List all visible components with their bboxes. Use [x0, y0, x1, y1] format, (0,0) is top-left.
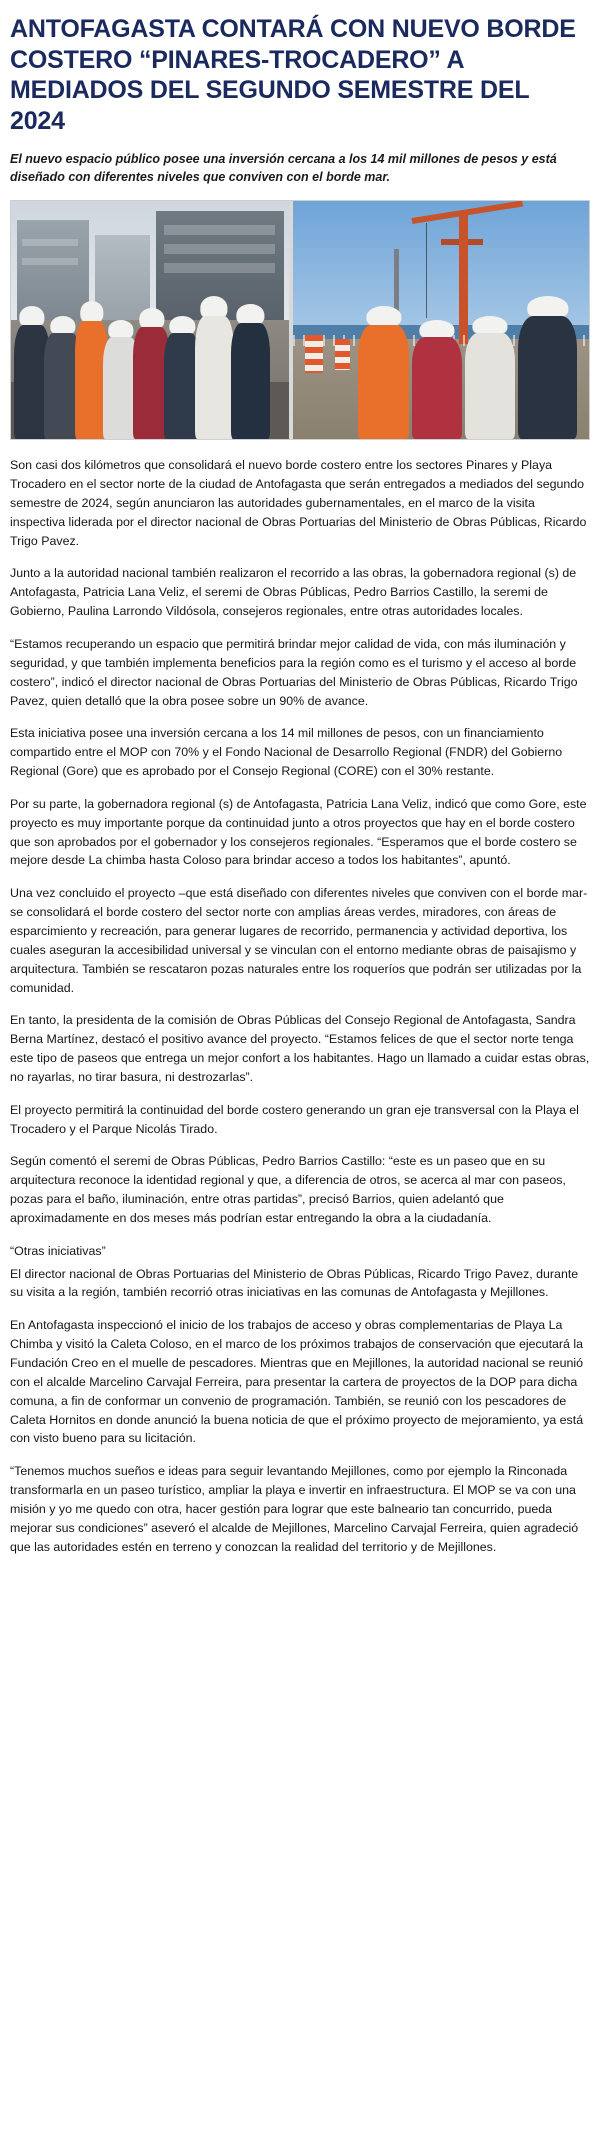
person-body [412, 337, 462, 439]
person-figure [518, 296, 577, 439]
article-body [10, 456, 590, 1556]
window-band [22, 239, 78, 246]
person-body [518, 316, 577, 439]
person-body [358, 325, 408, 440]
crane-cable [426, 223, 427, 318]
article-paragraph: “Tenemos muchos sueños e ideas para seguir levantando Mejillones, como por ejemplo la Rinconada transformarla en un paseo turístico, ampliar la playa e invertir en infraestructura. El MOP se va con una misión y yo me quedo con otra, hacer gestión para lograr que este balneario tan concurrido, pueda mejorar sus condiciones” aseveró el alcalde de Mejillones, Marcelino Carvajal Ferreira, quien agradeció que las autoridades estén en terreno y conozcan la realidad del territorio y de Mejillones. [10, 1464, 579, 1554]
article-paragraph: El director nacional de Obras Portuarias del Ministerio de Obras Públicas, Ricardo Trigo Pavez, durante su visita a la región, también recorrió otras iniciativas en las comunas de Antofagasta y Mejillones. [10, 1266, 579, 1300]
person-figure [465, 316, 515, 440]
person-figure [195, 296, 234, 439]
article-photo-strip [10, 200, 590, 440]
traffic-barrier [335, 339, 350, 370]
article-paragraph: Por su parte, la gobernadora regional (s) de Antofagasta, Patricia Lana Veliz, indicó que como Gore, este proyecto es muy importante porque da continuidad junto a otros proyectos que hay en el borde costero que son aprobados por el gobernador y los consejeros regionales. “Esperamos que el borde costero se mejore desde La chimba hasta Coloso para brindar acceso a todos los habitantes”, apuntó. [10, 796, 587, 868]
article-subheading: “Otras iniciativas” [10, 1243, 106, 1258]
window-band [164, 263, 275, 273]
person-figure [412, 320, 462, 439]
window-band [22, 258, 78, 265]
traffic-barrier [305, 335, 323, 373]
person-figure [231, 304, 270, 440]
page-title: ANTOFAGASTA CONTARÁ CON NUEVO BORDE COSTERO “PINARES-TROCADERO” A MEDIADOS DEL SEGUNDO SEMESTRE DEL 2024 [10, 15, 576, 135]
article-paragraph: En Antofagasta inspeccionó el inicio de los trabajos de acceso y obras complementarias de Playa La Chimba y visitó la Caleta Coloso, en el marco de los próximos trabajos de conservación que ejecutará la Fundación Creo en el muelle de pescadores. Mientras que en Mejillones, la autoridad nacional se reunió con el alcalde Marcelino Carvajal Ferreira, para presentar la cartera de proyectos de la DOP para dicha comuna, a fin de conformar un convenio de programación. También, se reunió con los pescadores de Caleta Hornitos en donde anunció la buena noticia de que el próximo proyecto de mejoramiento, ya está con visto bueno para su licitación. [10, 1318, 584, 1446]
article-paragraph: “Estamos recuperando un espacio que permitirá brindar mejor calidad de vida, con más iluminación y seguridad, y que también implementa beneficios para la región como es el turismo y el acceso al borde costero”, indicó el director nacional de Obras Portuarias del Ministerio de Obras Públicas, Ricardo Trigo Pavez, quien detalló que la obra posee sobre un 90% de avance. [10, 637, 578, 708]
article-paragraph: En tanto, la presidenta de la comisión de Obras Públicas del Consejo Regional de Antofagasta, Sandra Berna Martínez, destacó el positivo avance del proyecto. “Estamos felices de que el sector norte tenga este tipo de paseos que entrega un mejor confort a los habitantes. Hago un llamado a cuidar estas obras, no rayarlas, no tirar basura, ni destrozarlas”. [10, 1013, 590, 1084]
person-body [195, 316, 234, 439]
article-paragraph: Junto a la autoridad nacional también realizaron el recorrido a las obras, la gobernadora regional (s) de Antofagasta, Patricia Lana Veliz, el seremi de Obras Públicas, Pedro Barrios Castillo, la seremi de Gobierno, Paulina Larrondo Vildósola, consejeros regionales, entre otras autoridades locales. [10, 566, 577, 619]
article-paragraph: El proyecto permitirá la continuidad del borde costero generando un gran eje transversal con la Playa el Trocadero y el Parque Nicolás Tirado. [10, 1102, 579, 1136]
window-band [164, 244, 275, 254]
article-lede: El nuevo espacio público posee una inversión cercana a los 14 mil millones de pesos y está diseñado con diferentes niveles que conviven con el borde mar. [10, 152, 557, 185]
article-paragraph: Esta iniciativa posee una inversión cercana a los 14 mil millones de pesos, con un financiamiento compartido entre el MOP con 70% y el Fondo Nacional de Desarrollo Regional (FNDR) del Gobierno Regional (Gore) que es aprobado por el Consejo Regional (CORE) con el 30% restante. [10, 726, 563, 779]
photo-port-crane [293, 201, 589, 439]
window-band [164, 225, 275, 235]
article-paragraph: Una vez concluido el proyecto –que está diseñado con diferentes niveles que conviven con el borde mar- se consolidará el borde costero del sector norte con amplias áreas verdes, miradores, con áreas de esparcimiento y recreación, para generar lugares de recorrido, permanencia y actividad deportiva, los cuales aseguran la accesibilidad universal y se vinculan con el entorno mediante obras de paisajismo y arquitectura. También se rescataron pozas naturales entre los roqueríos que podrán ser utilizadas por la comunidad. [10, 886, 588, 995]
person-body [231, 323, 270, 440]
photo-group-helmets [11, 201, 289, 439]
person-body [465, 333, 515, 439]
helmet-icon [80, 301, 103, 323]
article-paragraph: Son casi dos kilómetros que consolidará el nuevo borde costero entre los sectores Pinares y Playa Trocadero en el sector norte de la ciudad de Antofagasta que serán entregados a mediados del segundo semestre de 2024, según anunciaron las autoridades gubernamentales, en el marco de la visita inspectiva liderada por el director nacional de Obras Portuarias del Ministerio de Obras Públicas, Ricardo Trigo Pavez. [10, 458, 587, 548]
article-paragraph: Según comentó el seremi de Obras Públicas, Pedro Barrios Castillo: “este es un paseo que en su arquitectura reconoce la identidad regional y que, a diferencia de otros, se acerca al mar con paseos, pozas para el baño, iluminación, entre otras partidas”, precisó Barrios, quien adelantó que aproximadamente en dos meses más podrían estar entregando la obra a la ciudadanía. [10, 1154, 566, 1225]
person-figure [358, 306, 408, 439]
